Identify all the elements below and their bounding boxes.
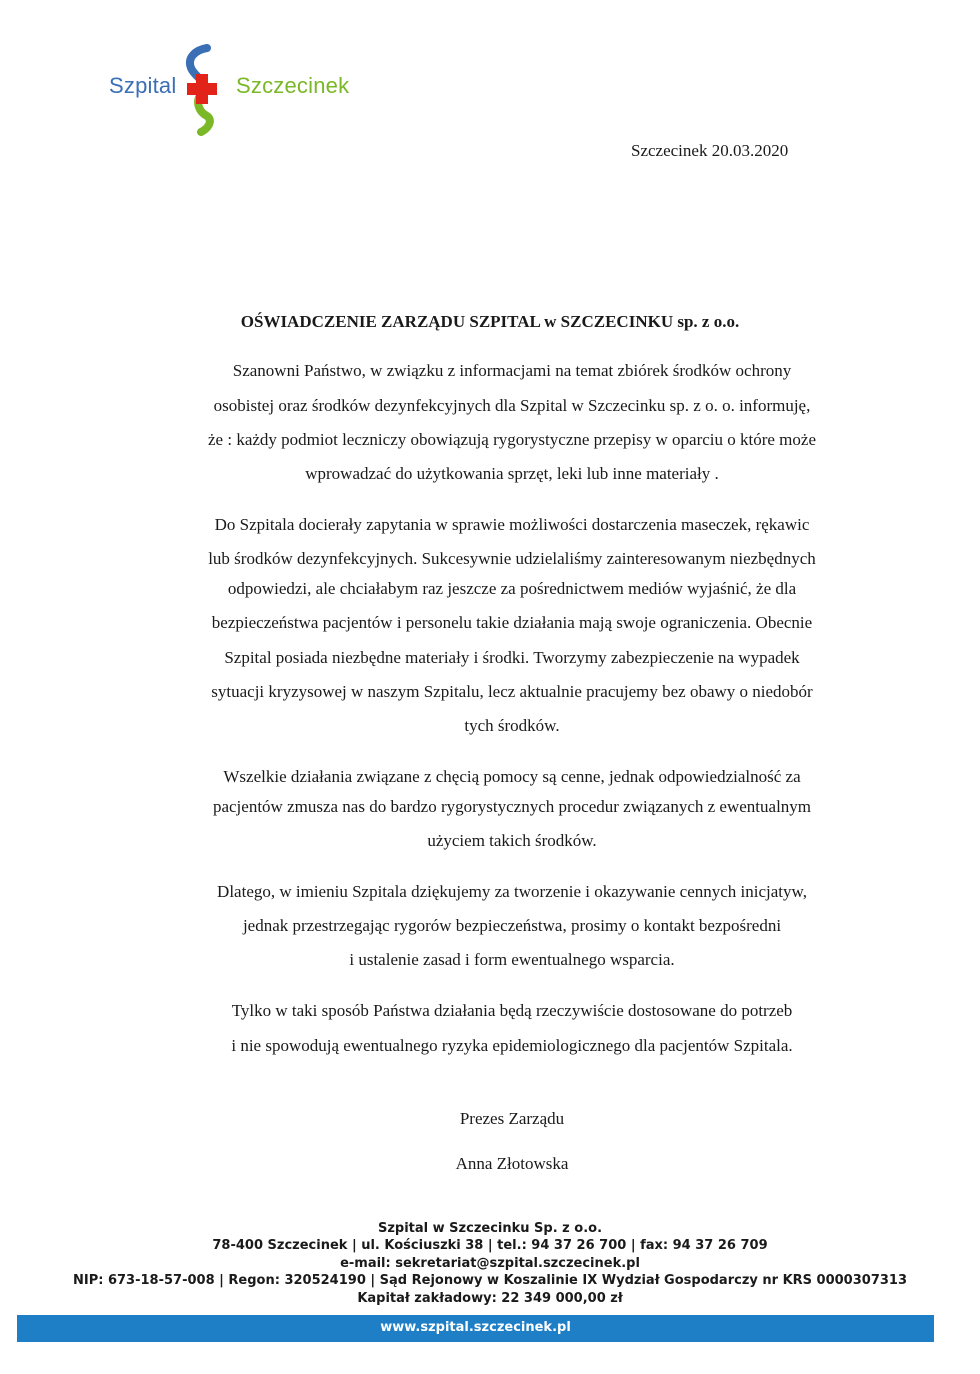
website-link[interactable]: www.szpital.szczecinek.pl — [380, 1320, 571, 1335]
body-line: wprowadzać do użytkowania sprzęt, leki lub inne materiały . — [305, 464, 719, 483]
body-line: Szpital posiada niezbędne materiały i środki. Tworzymy zabezpieczenie na wypadek — [224, 648, 800, 667]
body-line: sytuacji kryzysowej w naszym Szpitalu, lecz aktualnie pracujemy bez obawy o niedobór — [211, 682, 813, 701]
logo-text-szpital: Szpital — [109, 73, 177, 98]
footer-email: e-mail: sekretariat@szpital.szczecinek.pl — [340, 1256, 640, 1271]
body-line: użyciem takich środków. — [427, 831, 597, 850]
footer-bar — [17, 1315, 934, 1342]
body-line: Szanowni Państwo, w związku z informacjami na temat zbiórek środków ochrony — [232, 361, 792, 380]
body-line: odpowiedzi, ale chciałabym raz jeszcze za pośrednictwem mediów wyjaśnić, że dla — [227, 579, 797, 598]
signature-name: Anna Złotowska — [455, 1154, 569, 1173]
body-line: Do Szpitala docierały zapytania w sprawie możliwości dostarczenia maseczek, rękawic — [214, 515, 810, 534]
body-line: lub środków dezynfekcyjnych. Sukcesywnie udzielaliśmy zainteresowanym niezbędnych — [208, 549, 816, 568]
letter-date: Szczecinek 20.03.2020 — [631, 141, 789, 160]
footer-registration: NIP: 673-18-57-008 | Regon: 320524190 | Sąd Rejonowy w Koszalinie IX Wydział Gospodarczy nr KRS 0000307313 — [73, 1273, 907, 1288]
body-line: i nie spowodują ewentualnego ryzyka epidemiologicznego dla pacjentów Szpitala. — [231, 1036, 793, 1055]
body-line: tych środków. — [464, 716, 560, 735]
medical-cross-logo-icon — [173, 44, 233, 136]
statement-title: OŚWIADCZENIE ZARZĄDU SZPITAL w SZCZECINKU sp. z o.o. — [240, 312, 740, 331]
body-line: Wszelkie działania związane z chęcią pomocy są cenne, jednak odpowiedzialność za — [223, 767, 801, 786]
body-line: bezpieczeństwa pacjentów i personelu takie działania mają swoje ograniczenia. Obecnie — [211, 613, 813, 632]
body-line: i ustalenie zasad i form ewentualnego wsparcia. — [349, 950, 675, 969]
logo-text-szczecinek: Szczecinek — [236, 73, 350, 98]
body-line: że : każdy podmiot leczniczy obowiązują rygorystyczne przepisy w oparciu o które może — [208, 430, 816, 449]
body-line: osobistej oraz środków dezynfekcyjnych dla Szpital w Szczecinku sp. z o. o. informuję, — [213, 396, 811, 415]
body-line: Dlatego, w imieniu Szpitala dziękujemy za tworzenie i okazywanie cennych inicjatyw, — [217, 882, 807, 901]
footer-company: Szpital w Szczecinku Sp. z o.o. — [377, 1221, 603, 1236]
signature-role: Prezes Zarządu — [459, 1109, 565, 1128]
footer-capital: Kapitał zakładowy: 22 349 000,00 zł — [357, 1291, 623, 1306]
hospital-logo — [105, 44, 355, 136]
body-line: Tylko w taki sposób Państwa działania będą rzeczywiście dostosowane do potrzeb — [231, 1001, 793, 1020]
body-line: pacjentów zmusza nas do bardzo rygorystycznych procedur związanych z ewentualnym — [212, 797, 812, 816]
footer-address: 78-400 Szczecinek | ul. Kościuszki 38 | tel.: 94 37 26 700 | fax: 94 37 26 709 — [212, 1238, 768, 1253]
body-line: jednak przestrzegając rygorów bezpieczeństwa, prosimy o kontakt bezpośredni — [242, 916, 782, 935]
